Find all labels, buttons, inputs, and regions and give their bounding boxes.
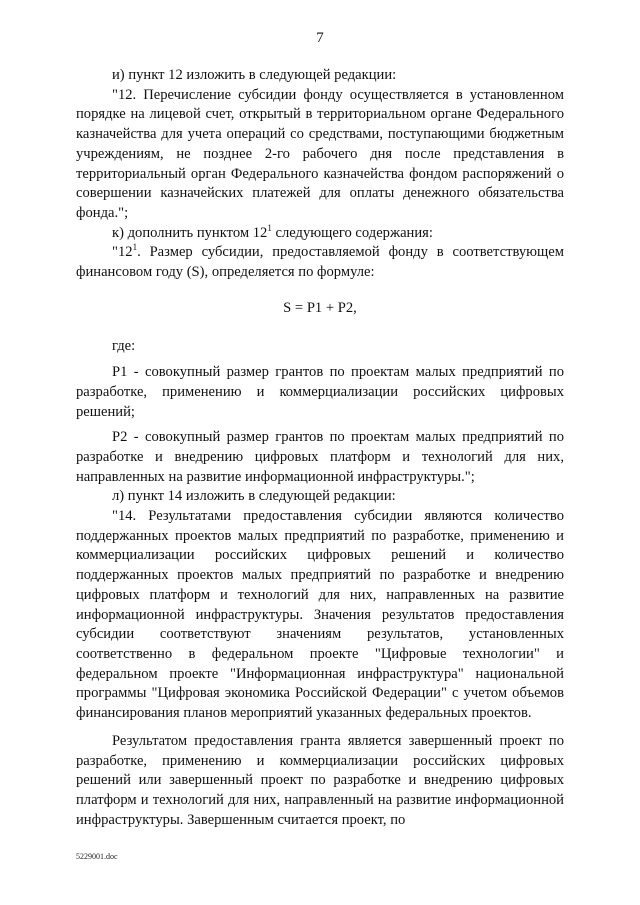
paragraph-item-l: л) пункт 14 изложить в следующей редакции:: [112, 488, 396, 505]
item-k-text-end: следующего содержания:: [271, 224, 433, 241]
paragraph-p2-definition: P2 - совокупный размер грантов по проектам малых предприятий по разработке и внедрению цифровых платформ и технологий для них, направленных на развитие информационной инфраструктуры.";: [76, 429, 564, 485]
paragraph-point-12-1: [76, 243, 564, 282]
paragraph-point-12: "12. Перечисление субсидии фонду осуществляется в установленном порядке на лицевой счет, открытый в территориальном органе Федерального казначейства для учета операций со средствами, поступающими бюджетным учреждениям, не позднее 2-го рабочего дня после представления в территориальный орган Федерального казначейства фондом распоряжений о совершении казначейских платежей для оплаты денежного обязательства фонда.";: [76, 86, 564, 221]
superscript: 1: [267, 222, 272, 233]
superscript: 1: [132, 242, 138, 253]
paragraph-grant-result: Результатом предоставления гранта является завершенный проект по разработке, применению и коммерциализации российских цифровых решений или завершенный проект по разработке и внедрению цифровых платформ и технологий для них, направленный на развитие информационной инфраструктуры. Завершенным считается проект, по: [76, 732, 564, 828]
paragraph-p1-definition: P1 - совокупный размер грантов по проектам малых предприятий по разработке, применению и коммерциализации российских цифровых решений;: [76, 364, 564, 420]
point-12-1-start: "12: [112, 244, 133, 261]
point-12-1-text: . Размер субсидии, предоставляемой фонду в соответствующем финансовом году (S), определяется по формуле:: [76, 244, 564, 281]
formula: S = P1 + P2,: [283, 299, 357, 316]
paragraph-item-i: и) пункт 12 изложить в следующей редакции:: [112, 67, 397, 83]
paragraph-item-k: [76, 224, 564, 244]
item-k-text: к) дополнить пунктом 12: [112, 224, 268, 241]
page-number: 7: [316, 30, 324, 46]
file-name-footer: 5229001.doc: [76, 852, 118, 861]
document-body: [76, 66, 564, 830]
paragraph-point-14: "14. Результатами предоставления субсидии являются количество поддержанных проектов малых предприятий по разработке, применению и коммерциализации российских цифровых решений и количество поддержанных проектов малых предприятий по разработке и внедрению цифровых платформ и технологий для них, направленных на развитие информационной инфраструктуры. Значения результатов предоставления субсидии соответствуют значениям результатов, установленных соответственно в федеральном проекте "Цифровые технологии" и федеральном проекте "Информационная инфраструктура" национальной программы "Цифровая экономика Российской Федерации" с учетом объемов финансирования планов мероприятий указанных федеральных проектов.: [76, 508, 564, 722]
paragraph-where: где:: [112, 338, 136, 355]
